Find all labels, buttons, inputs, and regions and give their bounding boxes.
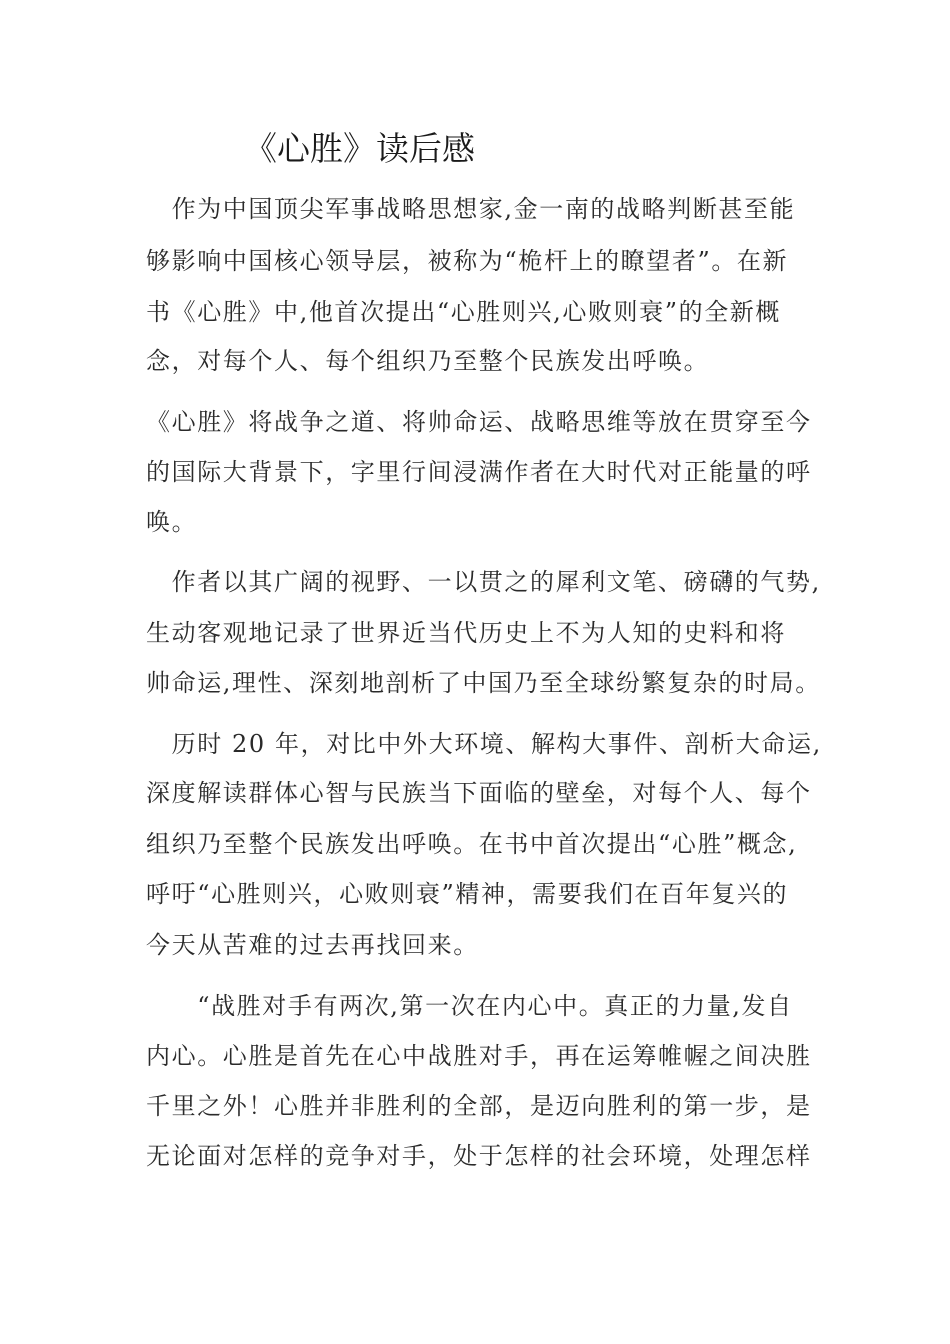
text-line: 唤。 bbox=[146, 508, 198, 536]
text-line: 生动客观地记录了世界近当代历史上不为人知的史料和将 bbox=[146, 619, 786, 647]
text-line: “战胜对手有两次,第一次在内心中。真正的力量,发自 bbox=[146, 992, 793, 1020]
document-title: 《心胜》读后感 bbox=[244, 129, 475, 168]
text-line: 的国际大背景下，字里行间浸满作者在大时代对正能量的呼 bbox=[146, 458, 812, 486]
text-line: 书《心胜》中,他首次提出“心胜则兴,心败则衰”的全新概 bbox=[146, 298, 781, 326]
text-line: 无论面对怎样的竞争对手，处于怎样的社会环境，处理怎样 bbox=[146, 1142, 812, 1170]
text-line: 作者以其广阔的视野、一以贯之的犀利文笔、磅礴的气势, bbox=[146, 568, 821, 596]
text-line: 《心胜》将战争之道、将帅命运、战略思维等放在贯穿至今 bbox=[146, 408, 812, 436]
text-line: 深度解读群体心智与民族当下面临的壁垒，对每个人、每个 bbox=[146, 779, 812, 807]
text-line: 念，对每个人、每个组织乃至整个民族发出呼唤。 bbox=[146, 347, 710, 375]
text-line: 作为中国顶尖军事战略思想家,金一南的战略判断甚至能 bbox=[146, 195, 796, 223]
text-line: 组织乃至整个民族发出呼唤。在书中首次提出“心胜”概念, bbox=[146, 830, 798, 858]
text-line: 历时 20 年，对比中外大环境、解构大事件、剖析大命运, bbox=[146, 730, 822, 758]
text-line: 今天从苦难的过去再找回来。 bbox=[146, 931, 479, 959]
text-line: 千里之外！心胜并非胜利的全部，是迈向胜利的第一步，是 bbox=[146, 1092, 812, 1120]
text-line: 帅命运,理性、深刻地剖析了中国乃至全球纷繁复杂的时局。 bbox=[146, 669, 821, 697]
text-line: 内心。心胜是首先在心中战胜对手，再在运筹帷幄之间决胜 bbox=[146, 1042, 812, 1070]
text-line: 够影响中国核心领导层，被称为“桅杆上的瞭望者”。在新 bbox=[146, 247, 789, 275]
text-line: 呼吁“心胜则兴，心败则衰”精神，需要我们在百年复兴的 bbox=[146, 880, 789, 908]
